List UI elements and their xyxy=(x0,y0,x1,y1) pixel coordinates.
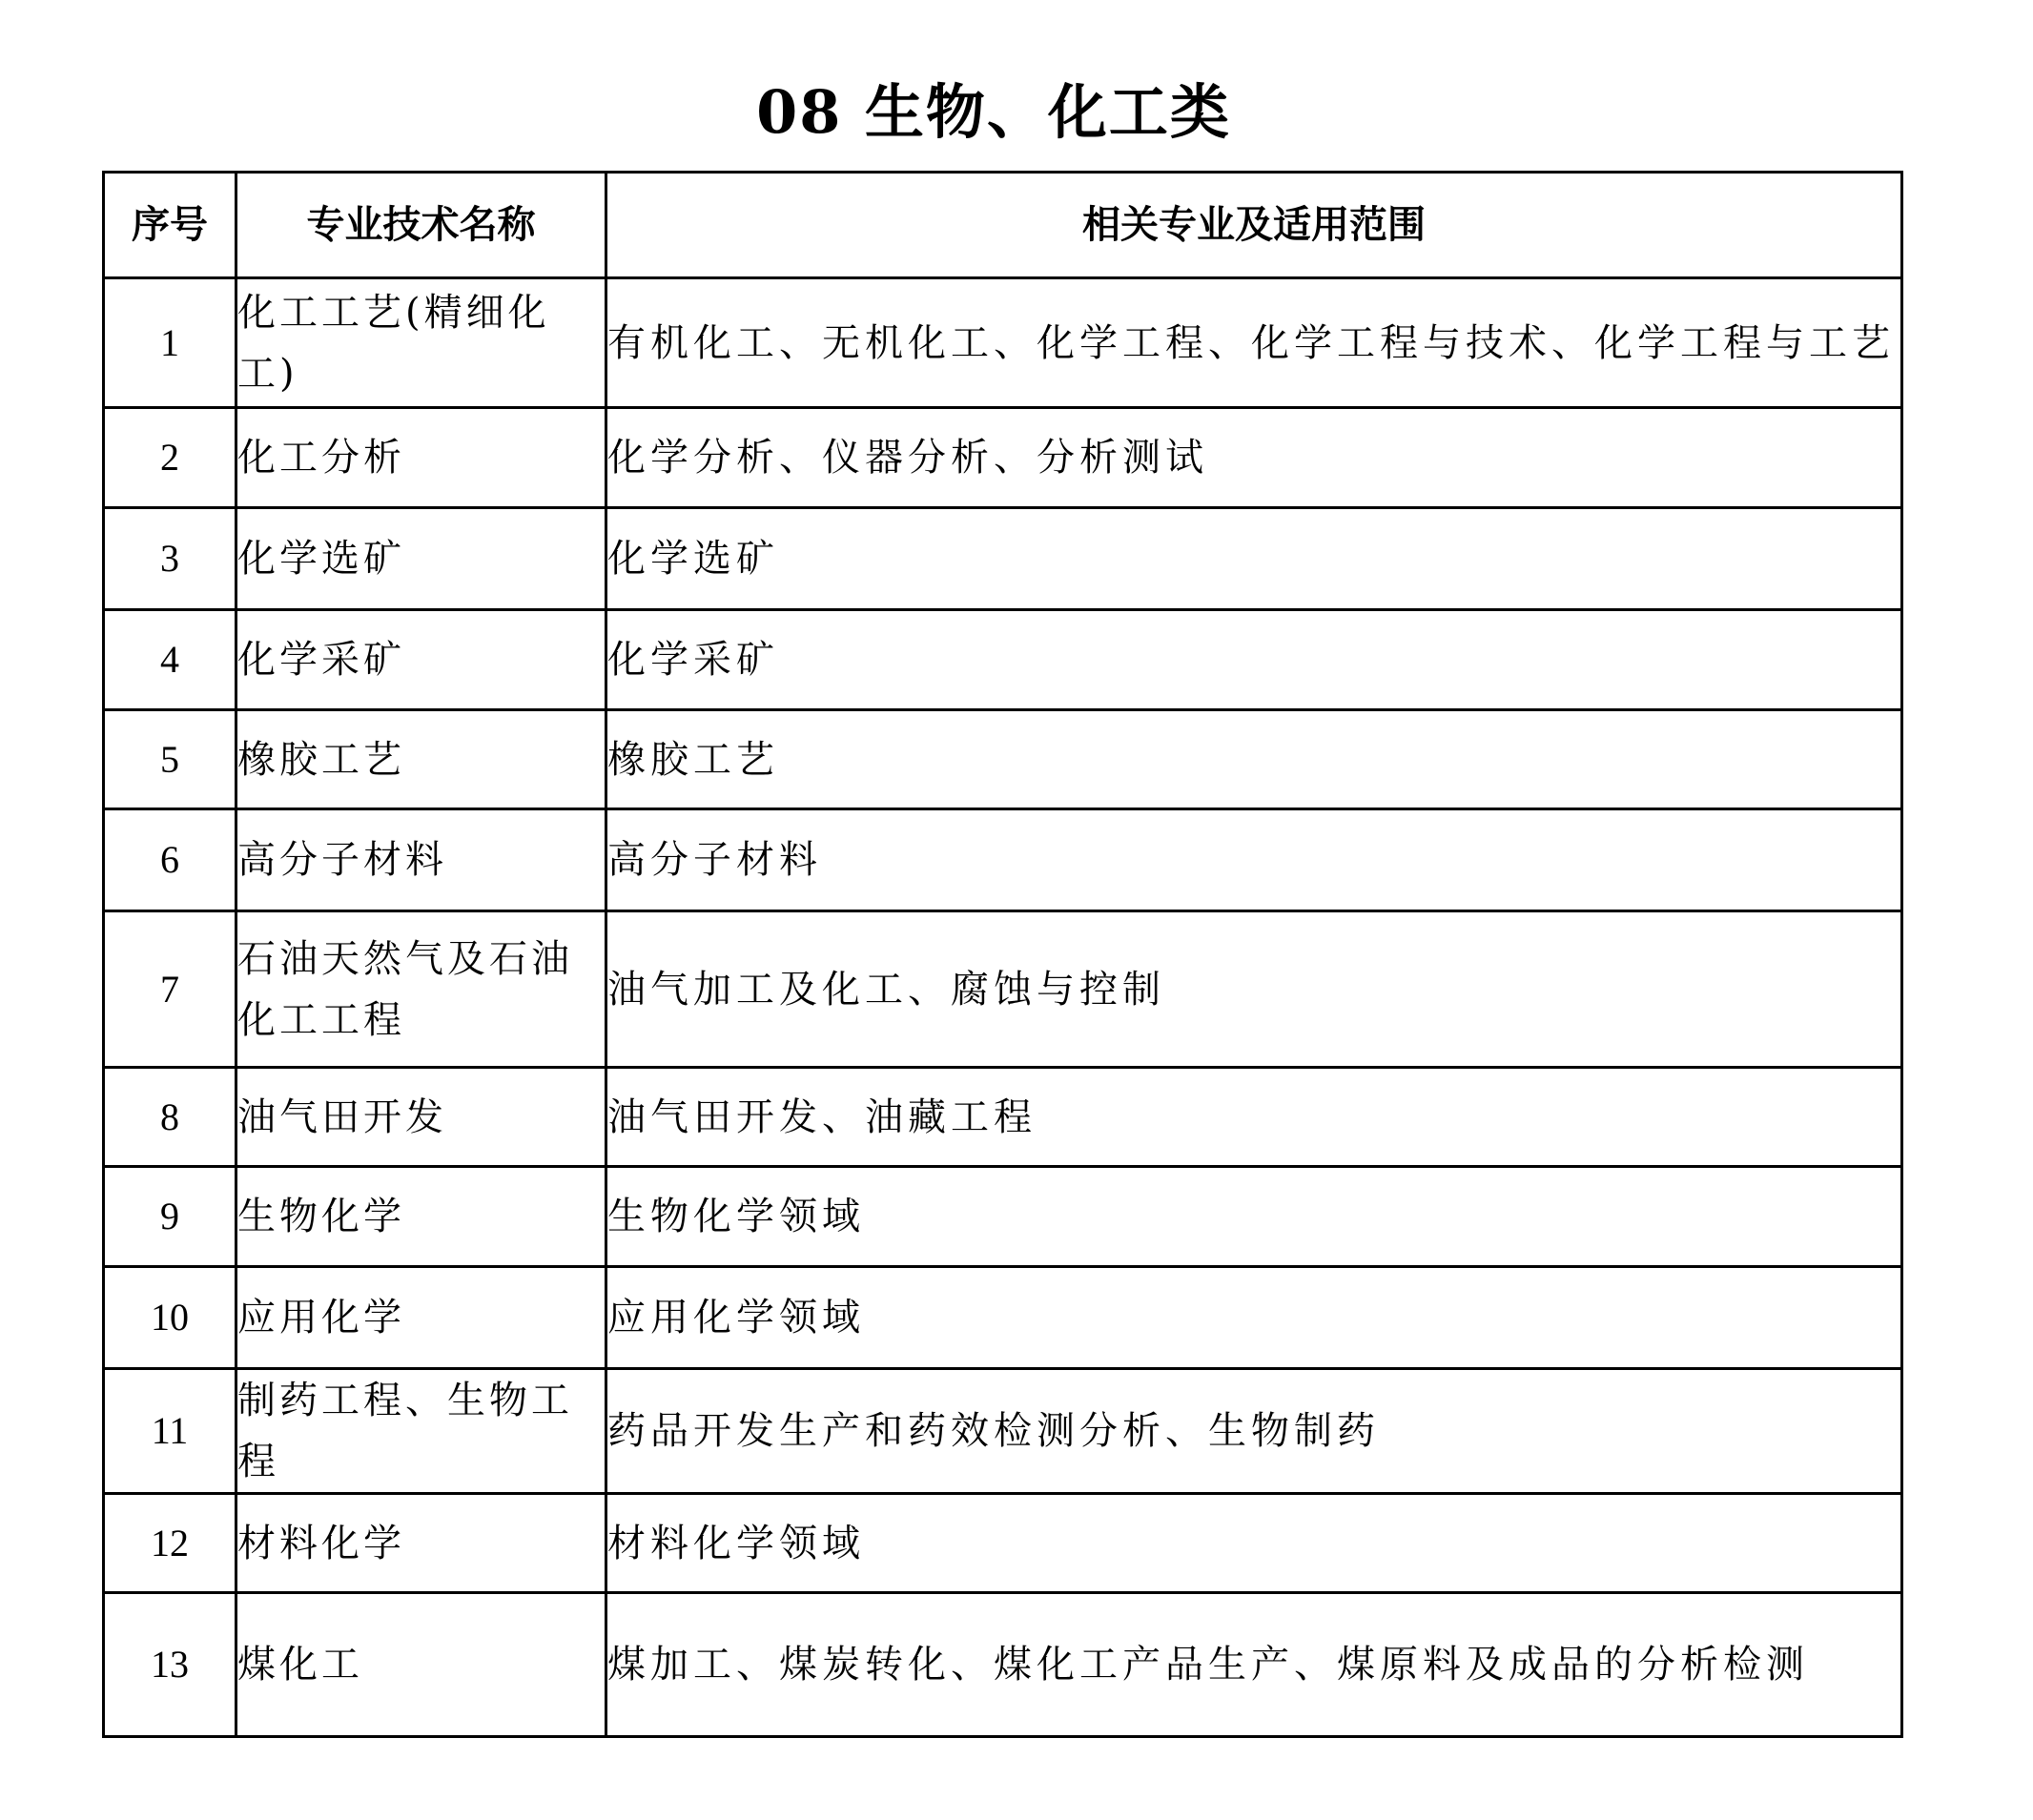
row-applicable-scope: 高分子材料 xyxy=(606,809,1902,911)
row-applicable-scope: 药品开发生产和药效检测分析、生物制药 xyxy=(606,1369,1902,1494)
row-specialty-name: 油气田开发 xyxy=(236,1068,606,1167)
row-index: 7 xyxy=(104,911,236,1068)
row-applicable-scope: 油气加工及化工、腐蚀与控制 xyxy=(606,911,1902,1068)
row-specialty-name: 应用化学 xyxy=(236,1267,606,1369)
row-index: 3 xyxy=(104,508,236,610)
row-index: 6 xyxy=(104,809,236,911)
table-row xyxy=(104,710,1902,809)
table-row xyxy=(104,1369,1902,1494)
table-header-row xyxy=(104,173,1902,278)
table-row xyxy=(104,1593,1902,1737)
row-specialty-name: 生物化学 xyxy=(236,1167,606,1267)
row-applicable-scope: 油气田开发、油藏工程 xyxy=(606,1068,1902,1167)
table-row xyxy=(104,508,1902,610)
table-row xyxy=(104,809,1902,911)
row-applicable-scope: 化学采矿 xyxy=(606,610,1902,710)
table-row xyxy=(104,1267,1902,1369)
row-applicable-scope: 应用化学领域 xyxy=(606,1267,1902,1369)
row-specialty-name: 石油天然气及石油化工工程 xyxy=(236,911,606,1068)
row-index: 5 xyxy=(104,710,236,809)
page-title: 08 生物、化工类 xyxy=(756,77,1231,147)
row-index: 1 xyxy=(104,278,236,408)
row-applicable-scope: 材料化学领域 xyxy=(606,1494,1902,1593)
row-applicable-scope: 化学选矿 xyxy=(606,508,1902,610)
header-index: 序号 xyxy=(104,173,236,278)
row-specialty-name: 化学采矿 xyxy=(236,610,606,710)
row-index: 2 xyxy=(104,408,236,508)
row-specialty-name: 煤化工 xyxy=(236,1593,606,1737)
row-specialty-name: 制药工程、生物工程 xyxy=(236,1369,606,1494)
header-name: 专业技术名称 xyxy=(236,173,606,278)
row-applicable-scope: 橡胶工艺 xyxy=(606,710,1902,809)
row-applicable-scope: 煤加工、煤炭转化、煤化工产品生产、煤原料及成品的分析检测 xyxy=(606,1593,1902,1737)
row-index: 11 xyxy=(104,1369,236,1494)
table-row xyxy=(104,911,1902,1068)
row-index: 13 xyxy=(104,1593,236,1737)
table-row xyxy=(104,1494,1902,1593)
table-row xyxy=(104,1167,1902,1267)
row-specialty-name: 高分子材料 xyxy=(236,809,606,911)
table-row xyxy=(104,610,1902,710)
row-index: 9 xyxy=(104,1167,236,1267)
row-specialty-name: 化学选矿 xyxy=(236,508,606,610)
row-specialty-name: 材料化学 xyxy=(236,1494,606,1593)
row-applicable-scope: 化学分析、仪器分析、分析测试 xyxy=(606,408,1902,508)
row-applicable-scope: 有机化工、无机化工、化学工程、化学工程与技术、化学工程与工艺 xyxy=(606,278,1902,408)
table-row xyxy=(104,408,1902,508)
row-specialty-name: 化工工艺(精细化工) xyxy=(236,278,606,408)
header-scope: 相关专业及适用范围 xyxy=(606,173,1902,278)
row-applicable-scope: 生物化学领域 xyxy=(606,1167,1902,1267)
row-index: 8 xyxy=(104,1068,236,1167)
row-specialty-name: 橡胶工艺 xyxy=(236,710,606,809)
row-index: 4 xyxy=(104,610,236,710)
table-row xyxy=(104,278,1902,408)
row-specialty-name: 化工分析 xyxy=(236,408,606,508)
row-index: 10 xyxy=(104,1267,236,1369)
row-index: 12 xyxy=(104,1494,236,1593)
table-row xyxy=(104,1068,1902,1167)
specialty-table xyxy=(102,171,1903,1738)
